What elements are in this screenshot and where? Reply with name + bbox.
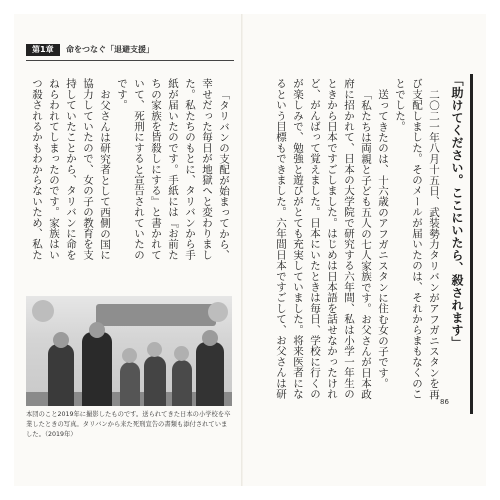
- page-number: 86: [440, 398, 449, 406]
- photo-person-head: [53, 332, 69, 348]
- photo-person: [82, 332, 112, 406]
- photo-person: [48, 344, 74, 406]
- right-paragraph-2: 送ってきたのは、十六歳のアフガニスタンに住む女の子です。: [377, 88, 389, 389]
- graduation-photo: [26, 296, 232, 406]
- left-paragraph-1: 「タリバンの支配が始まってから、幸せだった毎日が地獄へと変わりました。私たちのもとに、タリバンから手紙が届いたのです。手紙には『お前たちの家族を皆殺しにする』と書かれていて、死刑にすると宣告されていたのです。: [116, 78, 230, 260]
- photo-banner: [96, 304, 216, 326]
- left-page-body: [26, 78, 232, 266]
- book-gutter: [241, 14, 243, 486]
- photo-person-head: [202, 330, 218, 346]
- photo-flower-decoration: [32, 300, 54, 322]
- photo-person: [196, 342, 224, 406]
- photo-caption: 本団のこと2019年に撮影したものです。送られてきた日本の小学校を卒業したときの写真。タリバンから来た死刑宣告の書類も添付されていました。（2019年）: [26, 411, 231, 438]
- right-paragraph-3: 「私たちは両親と子ども五人の七人家族です。お父さんが日本政府に招かれて、日本の大学院で研究する六年間、私は小学一年生のときから日本ですごしました。はじめは日本語を話せなかったけれど、がんばって覚えました。日本にいたときは毎日、学校に行くのが楽しみで、勉強と遊びがとても充実していました。将来医者になるという目標もできました。六年間日本ですごして、お父さんは研: [275, 78, 372, 399]
- right-page-body: [272, 78, 442, 408]
- photo-person-head: [147, 342, 162, 357]
- section-heading: 「助けてください。ここにいたら、殺されます」: [446, 74, 473, 414]
- left-paragraph-2: お父さんは研究者として西側の国に協力していたので、女の子の教育を支持していたことから、タリバンに命をねらわれてしまったのです。家族はいつ殺されるかもわからないため、私た: [31, 78, 111, 260]
- chapter-badge: 第1章: [26, 44, 60, 56]
- photo-person: [172, 360, 192, 406]
- photo-person: [144, 356, 166, 406]
- photo-person-head: [89, 322, 105, 338]
- photo-person: [120, 362, 140, 406]
- chapter-title: 命をつなぐ「退避支援」: [66, 45, 154, 54]
- photo-person-head: [174, 346, 189, 361]
- photo-flower-decoration: [208, 302, 228, 322]
- right-paragraph-1: 二〇二一年八月十五日、武装勢力タリバンがアフガニスタンを再び支配しました。そのメールが届いたのは、それからまもなくのことでした。: [394, 78, 440, 399]
- header-rule: [26, 60, 234, 61]
- photo-person-head: [122, 348, 137, 363]
